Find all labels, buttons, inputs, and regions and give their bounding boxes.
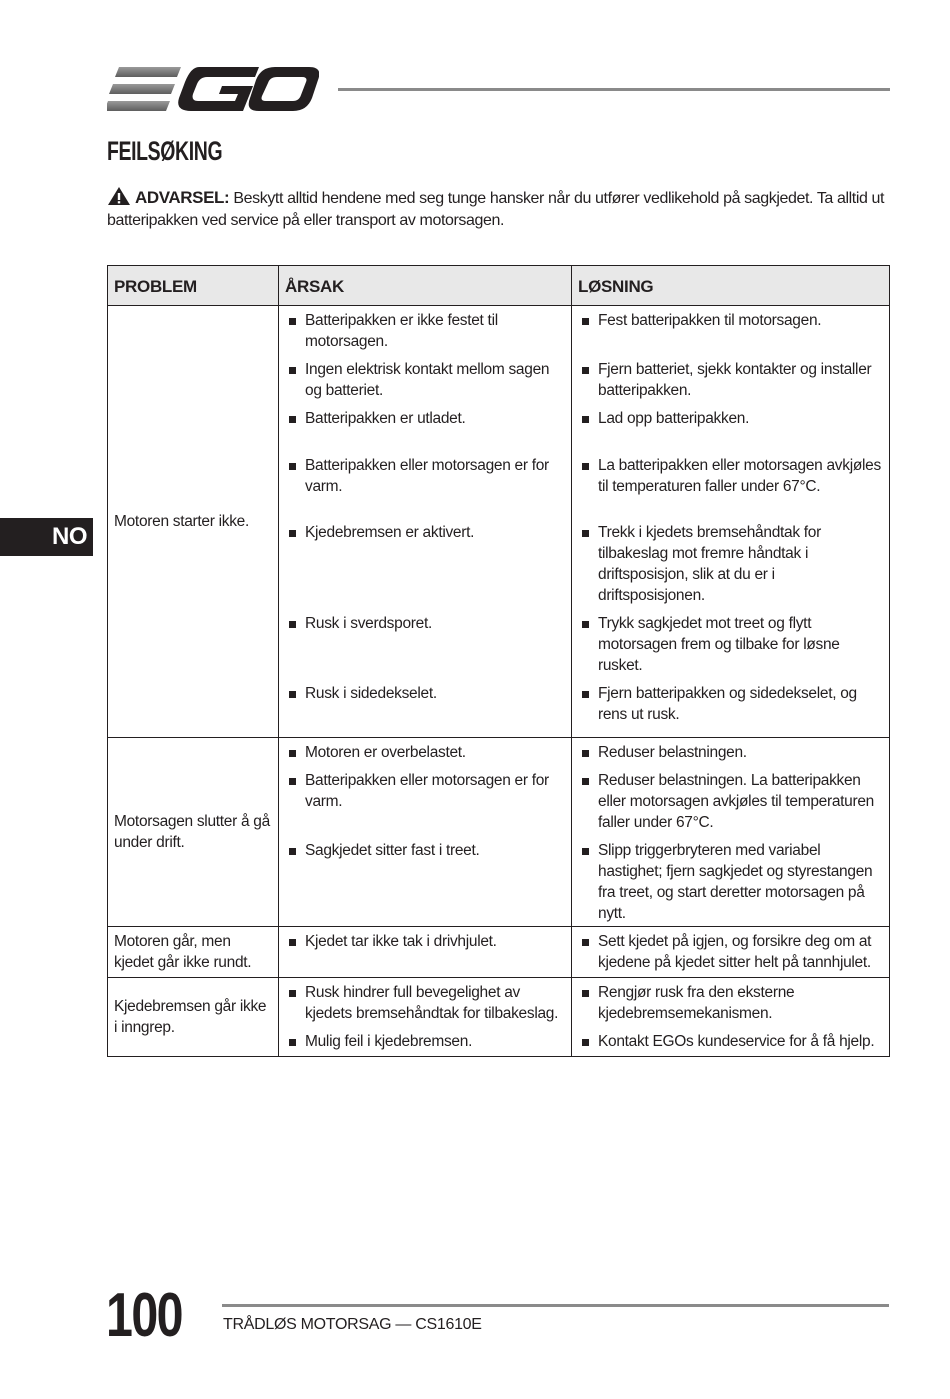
solution-item: Kontakt EGOs kundeservice for å få hjelp. bbox=[580, 1031, 883, 1052]
cause-item: Batteripakken eller motorsagen er for varm. bbox=[287, 770, 565, 840]
cause-item: Batteripakken eller motorsagen er for varm. bbox=[287, 455, 565, 522]
solution-item: Trekk i kjedets bremsehåndtak for tilbakeslag mot fremre håndtak i driftsposisjon, slik at du er i driftsposisjonen. bbox=[580, 522, 883, 613]
ego-logo bbox=[107, 66, 319, 112]
page-number: 100 bbox=[106, 1281, 183, 1350]
header-rule bbox=[338, 88, 890, 91]
table-row bbox=[108, 927, 890, 978]
problem-cell: Motoren starter ikke. bbox=[108, 306, 279, 738]
warning-triangle-icon bbox=[107, 186, 131, 206]
warning-text: Beskytt alltid hendene med seg tunge hansker når du utfører vedlikehold på sagkjedet. Ta alltid ut batteripakken ved service på eller transport av motorsagen. bbox=[107, 190, 885, 229]
header-solution: LØSNING bbox=[572, 266, 890, 306]
solution-item: Lad opp batteripakken. bbox=[580, 408, 883, 455]
cause-item: Mulig feil i kjedebremsen. bbox=[287, 1031, 565, 1052]
problem-cell: Motoren går, men kjedet går ikke rundt. bbox=[108, 927, 279, 978]
solution-item: Rengjør rusk fra den eksterne kjedebremsemekanismen. bbox=[580, 982, 883, 1031]
language-tab: NO bbox=[0, 518, 93, 556]
troubleshooting-table bbox=[107, 265, 890, 1057]
cause-item: Kjedet tar ikke tak i drivhjulet. bbox=[287, 931, 565, 952]
warning-label: ADVARSEL: bbox=[135, 188, 230, 207]
cause-item: Kjedebremsen er aktivert. bbox=[287, 522, 565, 613]
solution-cell bbox=[572, 978, 890, 1057]
header-cause: ÅRSAK bbox=[279, 266, 572, 306]
solution-item: La batteripakken eller motorsagen avkjøles til temperaturen faller under 67°C. bbox=[580, 455, 883, 522]
cause-item: Ingen elektrisk kontakt mellom sagen og batteriet. bbox=[287, 359, 565, 408]
cause-cell bbox=[279, 306, 572, 738]
table-row bbox=[108, 738, 890, 927]
cause-cell bbox=[279, 978, 572, 1057]
solution-item: Fjern batteripakken og sidedekselet, og rens ut rusk. bbox=[580, 683, 883, 733]
solution-item: Trykk sagkjedet mot treet og flytt motorsagen frem og tilbake for løsne rusket. bbox=[580, 613, 883, 683]
cause-item: Rusk hindrer full bevegelighet av kjedets bremsehåndtak for tilbakeslag. bbox=[287, 982, 565, 1031]
footer-rule bbox=[222, 1304, 889, 1307]
header-problem: PROBLEM bbox=[108, 266, 279, 306]
cause-item: Motoren er overbelastet. bbox=[287, 742, 565, 770]
solution-item: Slipp triggerbryteren med variabel hastighet; fjern sagkjedet og styrestangen fra treet, og start deretter motorsagen på nytt. bbox=[580, 840, 883, 922]
footer-title: TRÅDLØS MOTORSAG — CS1610E bbox=[223, 1316, 482, 1333]
cause-item: Batteripakken er utladet. bbox=[287, 408, 565, 455]
solution-cell bbox=[572, 738, 890, 927]
solution-item: Sett kjedet på igjen, og forsikre deg om at kjedene på kjedet sitter helt på tannhjulet. bbox=[580, 931, 883, 973]
cause-cell bbox=[279, 927, 572, 978]
warning-notice bbox=[107, 186, 897, 232]
solution-item: Reduser belastningen. La batteripakken eller motorsagen avkjøles til temperaturen faller under 67°C. bbox=[580, 770, 883, 840]
solution-item: Fjern batteriet, sjekk kontakter og installer batteripakken. bbox=[580, 359, 883, 408]
problem-cell: Kjedebremsen går ikke i inngrep. bbox=[108, 978, 279, 1057]
solution-item: Fest batteripakken til motorsagen. bbox=[580, 310, 883, 359]
table-header-row bbox=[108, 266, 890, 306]
cause-cell bbox=[279, 738, 572, 927]
problem-cell: Motorsagen slutter å gå under drift. bbox=[108, 738, 279, 927]
cause-item: Rusk i sverdsporet. bbox=[287, 613, 565, 683]
table-row bbox=[108, 978, 890, 1057]
section-title: FEILSØKING bbox=[107, 136, 223, 166]
cause-item: Batteripakken er ikke festet til motorsagen. bbox=[287, 310, 565, 359]
solution-cell bbox=[572, 927, 890, 978]
cause-item: Sagkjedet sitter fast i treet. bbox=[287, 840, 565, 922]
table-row bbox=[108, 306, 890, 738]
cause-item: Rusk i sidedekselet. bbox=[287, 683, 565, 733]
solution-item: Reduser belastningen. bbox=[580, 742, 883, 770]
solution-cell bbox=[572, 306, 890, 738]
